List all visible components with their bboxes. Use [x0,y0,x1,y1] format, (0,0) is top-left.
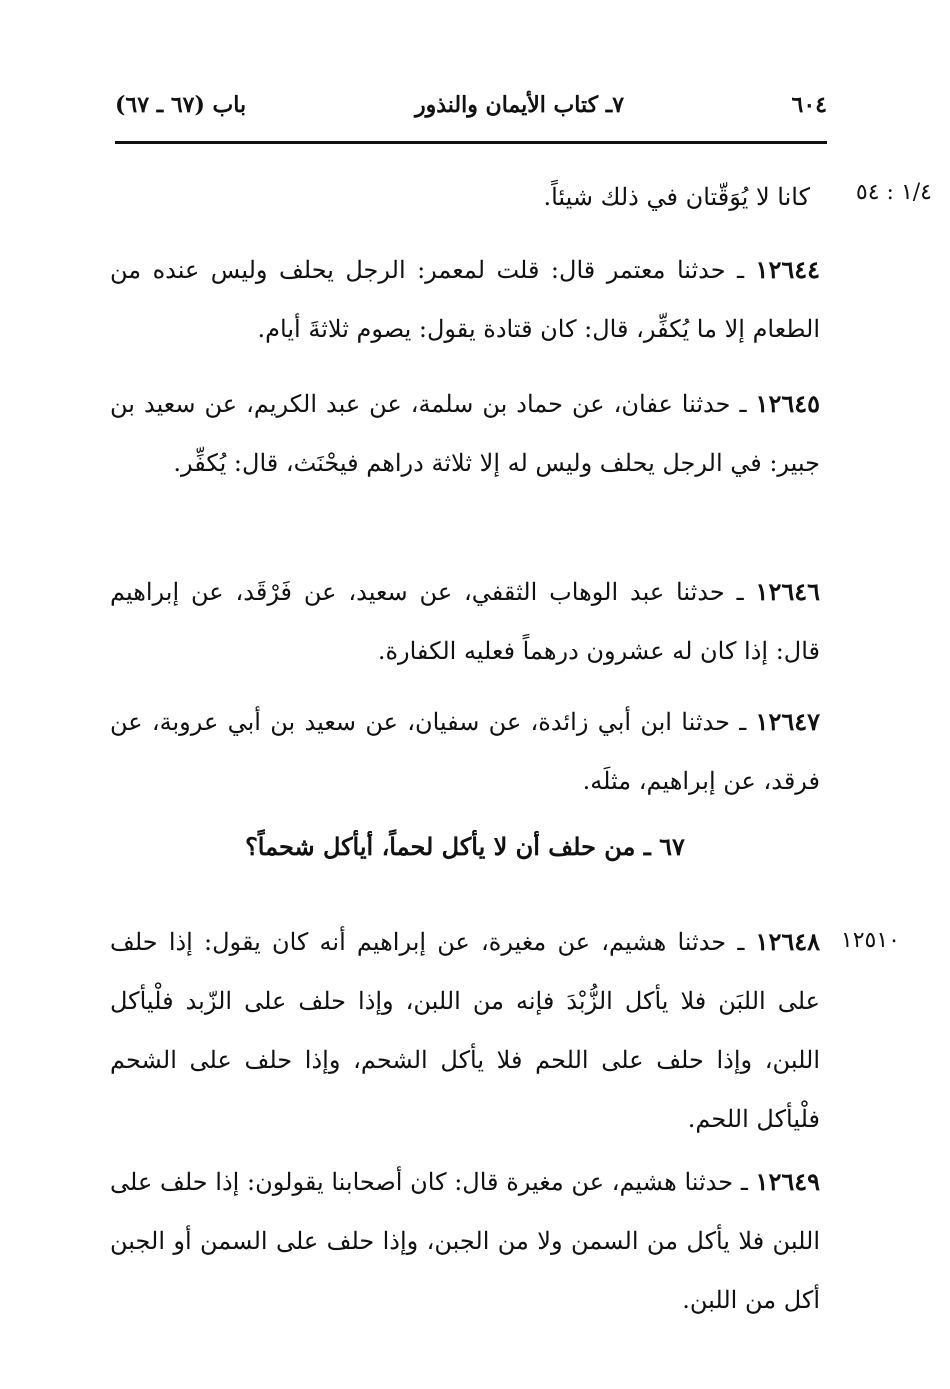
hadith-12646 [110,562,820,681]
header-rule [115,141,827,144]
hadith-12648 [110,912,820,1149]
hadith-number: ١٢٦٤٧ [755,707,820,736]
section-title: ٦٧ ـ من حلف أن لا يأكل لحماً، أيأكل شحماً؟ [245,832,685,861]
hadith-12644 [110,240,820,359]
running-header [115,92,827,132]
hadith-12647 [110,692,820,811]
margin-note-reference: ١/٤ : ٥٤ [855,180,932,205]
hadith-12649 [110,1152,820,1330]
chapter-range: باب (٦٧ ـ ٦٧) [115,92,247,118]
hadith-number: ١٢٦٤٦ [755,577,820,606]
page-number: ٦٠٤ [791,92,827,118]
hadith-number: ١٢٦٤٨ [755,927,820,956]
hadith-number: ١٢٦٤٩ [755,1167,820,1196]
hadith-12645 [110,374,820,493]
opening-line: كانا لا يُوَقّتان في ذلك شيئاً. [543,183,810,211]
margin-note-number: ١٢٥١٠ [840,928,900,953]
hadith-number: ١٢٦٤٥ [755,389,820,418]
hadith-text: ـ حدثنا هشيم، عن مغيرة، عن إبراهيم أنه كان يقول: إذا حلف على اللبَن فلا يأكل الزُّبْدَ فإنه من اللبن، وإذا حلف على الزّبد فلْيأكل اللبن، وإذا حلف على اللحم فلا يأكل الشحم، وإذا حلف على الشحم فلْيأكل اللحم. [110,928,820,1133]
hadith-text: ـ حدثنا معتمر قال: قلت لمعمر: الرجل يحلف وليس عنده من الطعام إلا ما يُكفِّر، قال: كان قتادة يقول: يصوم ثلاثةَ أيام. [110,256,820,343]
hadith-text: ـ حدثنا ابن أبي زائدة، عن سفيان، عن سعيد بن أبي عروبة، عن فرقد، عن إبراهيم، مثلَه. [110,708,820,795]
hadith-text: ـ حدثنا عفان، عن حماد بن سلمة، عن عبد الكريم، عن سعيد بن جبير: في الرجل يحلف وليس له إلا ثلاثة دراهم فيحْنَث، قال: يُكفِّر. [110,390,820,477]
book-title: ٧ـ كتاب الأيمان والنذور [415,92,625,118]
hadith-text: ـ حدثنا عبد الوهاب الثقفي، عن سعيد، عن فَرْقَد، عن إبراهيم قال: إذا كان له عشرون درهماً فعليه الكفارة. [110,578,820,665]
hadith-text: ـ حدثنا هشيم، عن مغيرة قال: كان أصحابنا يقولون: إذا حلف على اللبن فلا يأكل من السمن ولا من الجبن، وإذا حلف على السمن أو الجبن أكل من اللبن. [110,1168,820,1314]
hadith-number: ١٢٦٤٤ [755,255,820,284]
